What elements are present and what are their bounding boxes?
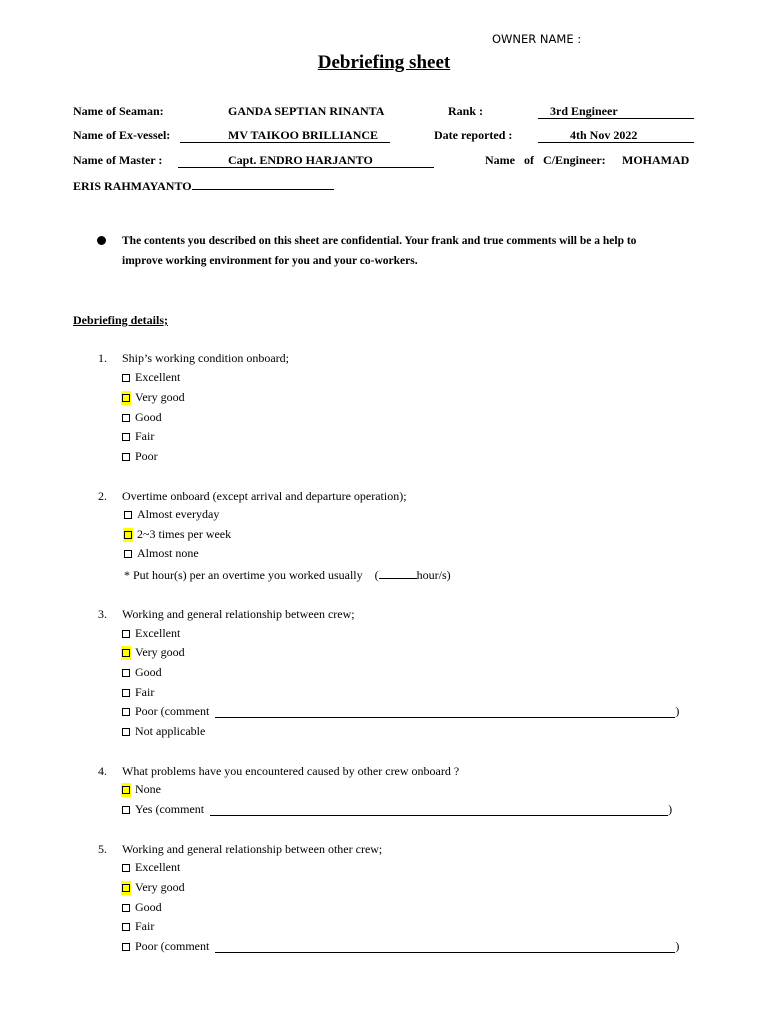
close-paren: ) (675, 939, 680, 953)
question-text: Overtime onboard (except arrival and departure operation); (122, 489, 407, 503)
checkbox-icon[interactable] (124, 550, 132, 558)
option-label: 2~3 times per week (137, 527, 232, 541)
option-label: Excellent (135, 860, 181, 874)
question-text: Working and general relationship between crew; (122, 607, 355, 621)
question-number: 5. (98, 842, 107, 856)
option-label: None (135, 782, 161, 796)
note-unit: hour/s) (416, 568, 451, 582)
checkbox-icon[interactable] (122, 649, 130, 657)
option-label: Fair (135, 685, 155, 699)
master-label: Name of Master : (73, 153, 163, 167)
question-4 (98, 764, 459, 779)
option-label: Poor (comment (135, 939, 210, 953)
checkbox-icon[interactable] (122, 394, 130, 402)
q5-option-good[interactable] (122, 900, 162, 915)
question-2 (98, 489, 407, 504)
option-label: Very good (135, 645, 185, 659)
question-text: Working and general relationship between other crew; (122, 842, 383, 856)
master-field (178, 153, 434, 168)
question-1 (98, 351, 289, 366)
question-5 (98, 842, 382, 857)
checkbox-icon[interactable] (122, 904, 130, 912)
question-text: What problems have you encountered caused by other crew onboard ? (122, 764, 460, 778)
highlight-mark (121, 391, 131, 405)
q5-option-poor[interactable] (122, 939, 679, 954)
hours-input[interactable] (379, 566, 417, 579)
q5-option-fair[interactable] (122, 919, 154, 934)
option-label: Good (135, 410, 162, 424)
q1-option-excellent[interactable] (122, 370, 180, 385)
q1-option-fair[interactable] (122, 429, 154, 444)
comment-input[interactable] (210, 803, 668, 816)
notice-line-1: The contents you described on this sheet are confidential. Your frank and true comments will be a help to (122, 235, 637, 247)
q3-option-good[interactable] (122, 665, 162, 680)
highlight-mark (121, 783, 131, 797)
rank-field (538, 104, 694, 119)
q1-option-poor[interactable] (122, 449, 158, 464)
notice-line-2: improve working environment for you and your co-workers. (122, 255, 418, 267)
option-label: Almost everyday (137, 507, 220, 521)
master-value: Capt. ENDRO HARJANTO (228, 153, 373, 167)
engineer-value-1: MOHAMAD (622, 153, 690, 167)
option-label: Not applicable (135, 724, 206, 738)
engineer-underline (192, 177, 334, 190)
rank-label: Rank : (448, 104, 484, 118)
rank-value: 3rd Engineer (550, 104, 618, 118)
owner-name-label: OWNER NAME : (492, 32, 582, 46)
q2-option-almost-everyday[interactable] (124, 507, 219, 522)
option-label: Poor (135, 449, 158, 463)
highlight-mark (121, 881, 131, 895)
checkbox-icon[interactable] (124, 511, 132, 519)
comment-input[interactable] (215, 940, 675, 953)
q3-option-fair[interactable] (122, 685, 154, 700)
date-value: 4th Nov 2022 (570, 128, 638, 142)
question-text: Ship’s working condition onboard; (122, 351, 289, 365)
vessel-label: Name of Ex-vessel: (73, 128, 171, 142)
close-paren: ) (668, 802, 673, 816)
option-label: Fair (135, 919, 155, 933)
q5-option-very-good[interactable] (122, 880, 185, 895)
option-label: Very good (135, 880, 185, 894)
close-paren: ) (675, 704, 680, 718)
question-3 (98, 607, 355, 622)
q1-option-good[interactable] (122, 410, 162, 425)
q4-option-yes[interactable] (122, 802, 672, 817)
option-label: Very good (135, 390, 185, 404)
checkbox-icon[interactable] (122, 806, 130, 814)
checkbox-icon[interactable] (122, 689, 130, 697)
option-label: Almost none (137, 546, 199, 560)
q3-option-very-good[interactable] (122, 645, 185, 660)
page-title (0, 52, 768, 74)
question-number: 4. (98, 764, 107, 778)
date-label: Date reported : (434, 128, 513, 142)
question-number: 2. (98, 489, 107, 503)
checkbox-icon[interactable] (122, 630, 130, 638)
section-title: Debriefing details; (73, 313, 168, 327)
q2-overtime-note (124, 566, 451, 583)
checkbox-icon[interactable] (122, 728, 130, 736)
option-label: Good (135, 900, 162, 914)
question-number: 3. (98, 607, 107, 621)
q2-option-2-3-times[interactable] (124, 527, 231, 542)
checkbox-icon[interactable] (122, 864, 130, 872)
checkbox-icon[interactable] (122, 453, 130, 461)
seaman-value: GANDA SEPTIAN RINANTA (228, 104, 385, 118)
option-label: Yes (comment (135, 802, 205, 816)
checkbox-icon[interactable] (122, 943, 130, 951)
checkbox-icon[interactable] (122, 923, 130, 931)
vessel-value: MV TAIKOO BRILLIANCE (228, 128, 379, 142)
engineer-label: Name of C/Engineer: (485, 153, 606, 167)
q3-option-poor[interactable] (122, 704, 679, 719)
highlight-mark (123, 528, 133, 542)
q2-option-almost-none[interactable] (124, 546, 199, 561)
option-label: Good (135, 665, 162, 679)
option-label: Excellent (135, 370, 181, 384)
q1-option-very-good[interactable] (122, 390, 185, 405)
checkbox-icon[interactable] (122, 708, 130, 716)
q5-option-excellent[interactable] (122, 860, 180, 875)
title-text: Debriefing sheet (317, 52, 451, 73)
question-number: 1. (98, 351, 107, 365)
option-label: Poor (comment (135, 704, 210, 718)
bullet-icon (97, 236, 106, 245)
engineer-value-2: ERIS RAHMAYANTO (73, 179, 192, 193)
checkbox-icon[interactable] (122, 414, 130, 422)
option-label: Excellent (135, 626, 181, 640)
checkbox-icon[interactable] (122, 433, 130, 441)
option-label: Fair (135, 429, 155, 443)
engineer-field (73, 177, 334, 194)
checkbox-icon[interactable] (122, 374, 130, 382)
checkbox-icon[interactable] (122, 786, 130, 794)
checkbox-icon[interactable] (124, 531, 132, 539)
vessel-field (180, 128, 390, 143)
highlight-mark (121, 646, 131, 660)
q3-option-not-applicable[interactable] (122, 724, 205, 739)
note-text: * Put hour(s) per an overtime you worked usually ( (124, 568, 379, 582)
q3-option-excellent[interactable] (122, 626, 180, 641)
checkbox-icon[interactable] (122, 884, 130, 892)
comment-input[interactable] (215, 705, 675, 718)
checkbox-icon[interactable] (122, 669, 130, 677)
q4-option-none[interactable] (122, 782, 161, 797)
date-field (538, 128, 694, 143)
seaman-label: Name of Seaman: (73, 104, 164, 118)
